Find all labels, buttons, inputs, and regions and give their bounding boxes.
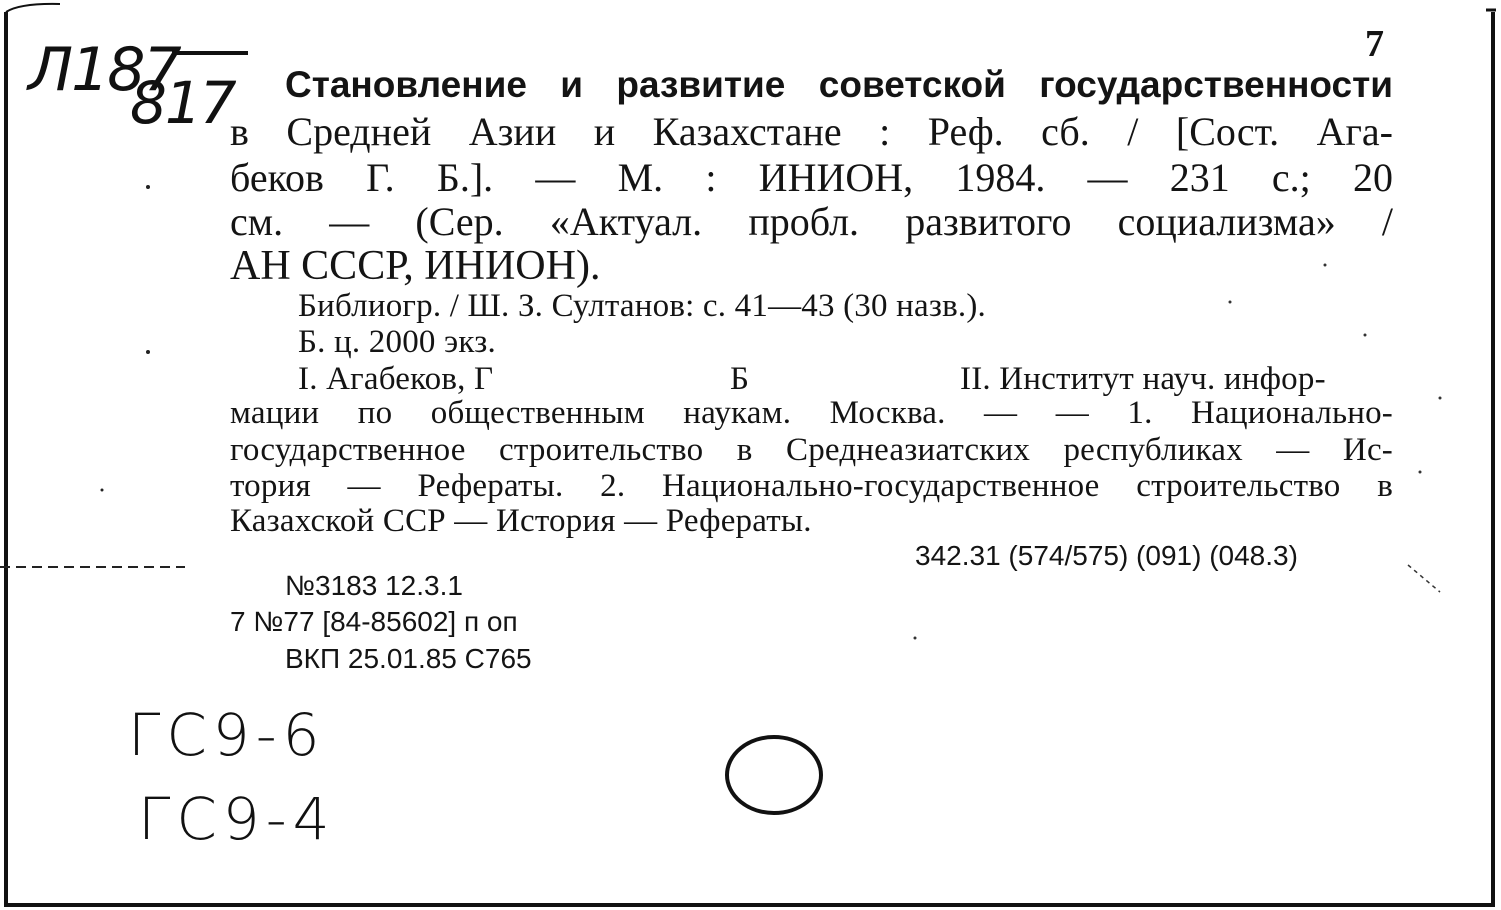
handwritten-shelf-subnumber: 817 — [130, 69, 235, 137]
entry-line-4: см. — (Сер. «Актуал. пробл. развитого социализма» / — [230, 199, 1393, 244]
tracing-line-4: тория — Рефераты. 2. Национально-государственное строительство в — [230, 468, 1393, 504]
tracing-line-3: государственное строительство в Среднеазиатских республиках — Ис- — [230, 432, 1393, 468]
entry-line-2: в Средней Азии и Казахстане : Реф. сб. / [Сост. Ага- — [230, 109, 1393, 154]
registration-vkp: ВКП 25.01.85 С765 — [285, 643, 532, 674]
handwritten-shelf-number: Л187 — [28, 35, 180, 105]
classification-code: 342.31 (574/575) (091) (048.3) — [915, 540, 1298, 571]
registration-order: 7 №77 [84-85602] п оп — [230, 606, 518, 637]
tracing-initial: Б — [730, 361, 750, 397]
handwritten-code-2: ГС9-4 — [138, 785, 336, 853]
bibliography-note: Библиогр. / Ш. З. Султанов: с. 41—43 (30 назв.). — [298, 288, 986, 324]
registration-number: №3183 12.3.1 — [285, 570, 463, 601]
tracing-line-2: мации по общественным наукам. Москва. — — 1. Национально- — [230, 395, 1393, 431]
handwritten-code-1: ГС9-6 — [128, 701, 326, 769]
entry-line-3: беков Г. Б.]. — М. : ИНИОН, 1984. — 231 с.; 20 — [230, 155, 1393, 200]
card-number: 7 — [1365, 23, 1384, 65]
tracing-institution-start: II. Институт науч. инфор- — [960, 361, 1326, 397]
tracing-line-5: Казахской ССР — История — Рефераты. — [230, 503, 812, 539]
entry-line-5: АН СССР, ИНИОН). — [230, 243, 601, 289]
tracing-author: I. Агабеков, Г — [298, 361, 494, 397]
handwritten-fraction-line — [170, 48, 250, 58]
price-and-print-run: Б. ц. 2000 экз. — [298, 324, 496, 360]
entry-line-1: Становление и развитие советской государственности — [285, 64, 1393, 105]
circle-mark-icon — [722, 732, 826, 818]
